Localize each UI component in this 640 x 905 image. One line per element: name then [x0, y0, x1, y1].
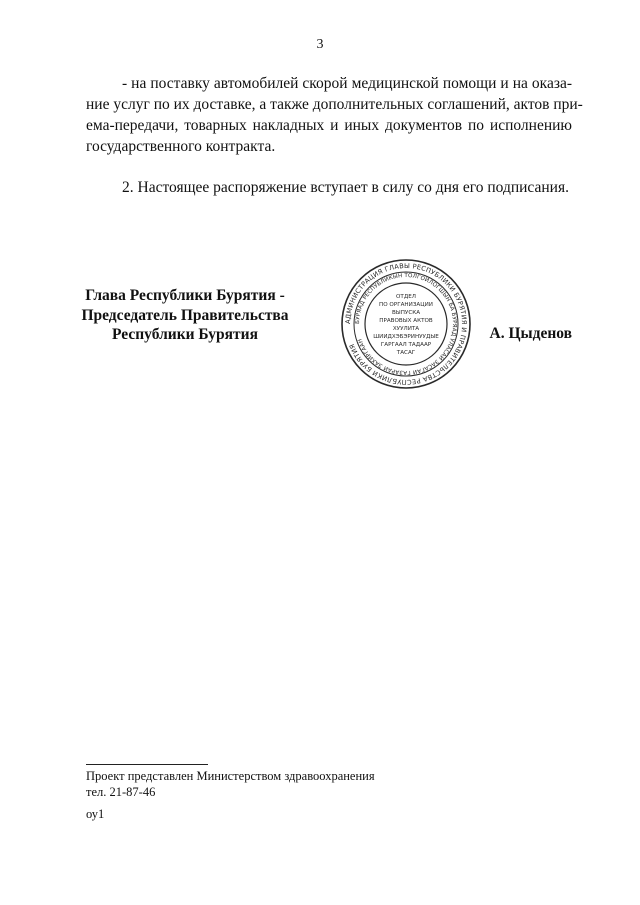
paragraph-2: 2. Настоящее распоряжение вступает в силу со дня его подписания.	[122, 179, 569, 196]
footnote-author: Проект представлен Министерством здравоохранения	[86, 769, 375, 783]
seal-center-line: ПО ОРГАНИЗАЦИИ	[379, 302, 433, 308]
signer-title-line: Глава Республики Бурятия -	[85, 287, 285, 304]
paragraph-1-line: ние услуг по их доставке, а также дополнительных соглашений, актов при-	[86, 96, 583, 113]
footnote-phone: тел. 21-87-46	[86, 785, 156, 799]
seal-center-line: ОТДЕЛ	[396, 294, 416, 300]
official-seal	[340, 258, 472, 390]
paragraph-1-line: ема-передачи, товарных накладных и иных документов по исполнению	[86, 117, 572, 134]
footnote-code: оу1	[86, 807, 105, 821]
paragraph-1-line: - на поставку автомобилей скорой медицинской помощи и на оказа-	[122, 75, 572, 92]
signer-title-line: Председатель Правительства	[81, 306, 289, 324]
seal-outer-text: АДМИНИСТРАЦИЯ ГЛАВЫ РЕСПУБЛИКИ БУРЯТИЯ И ПРАВИТЕЛЬСТВА РЕСПУБЛИКИ БУРЯТИЯ	[343, 261, 469, 387]
seal-outer-ring	[342, 260, 470, 388]
seal-inner-text: БУРЯАД РЕСПУБЛИКЫН ТОЛГОЙЛОГШЫН БА БУРЯАД УЛАСАЙ ЗАСАГАЙ ГАЗАРАЙ ЗАХИРГААН	[354, 272, 458, 376]
paragraph-1	[86, 73, 583, 157]
seal-center-line: ХУУЛИТА	[392, 326, 420, 332]
paragraph-1-line: государственного контракта.	[86, 138, 276, 155]
footnote-divider	[86, 764, 208, 765]
signer-title	[60, 286, 310, 345]
seal-center-line: ВЫПУСКА	[391, 310, 421, 316]
signer-title-line: Республики Бурятия	[112, 326, 258, 343]
seal-center-line: ПРАВОВЫХ АКТОВ	[379, 318, 433, 324]
seal-center-line: ШИИДХЭБЭРИНУУДЫЕ	[373, 334, 439, 340]
page-number: 3	[316, 37, 324, 52]
seal-center-line: ТАСАГ	[396, 350, 416, 356]
signer-name: А. Цыденов	[489, 325, 572, 342]
seal-center-line: ГАРГААЛ ТАДААР	[380, 342, 432, 348]
seal-middle-ring	[354, 272, 458, 376]
